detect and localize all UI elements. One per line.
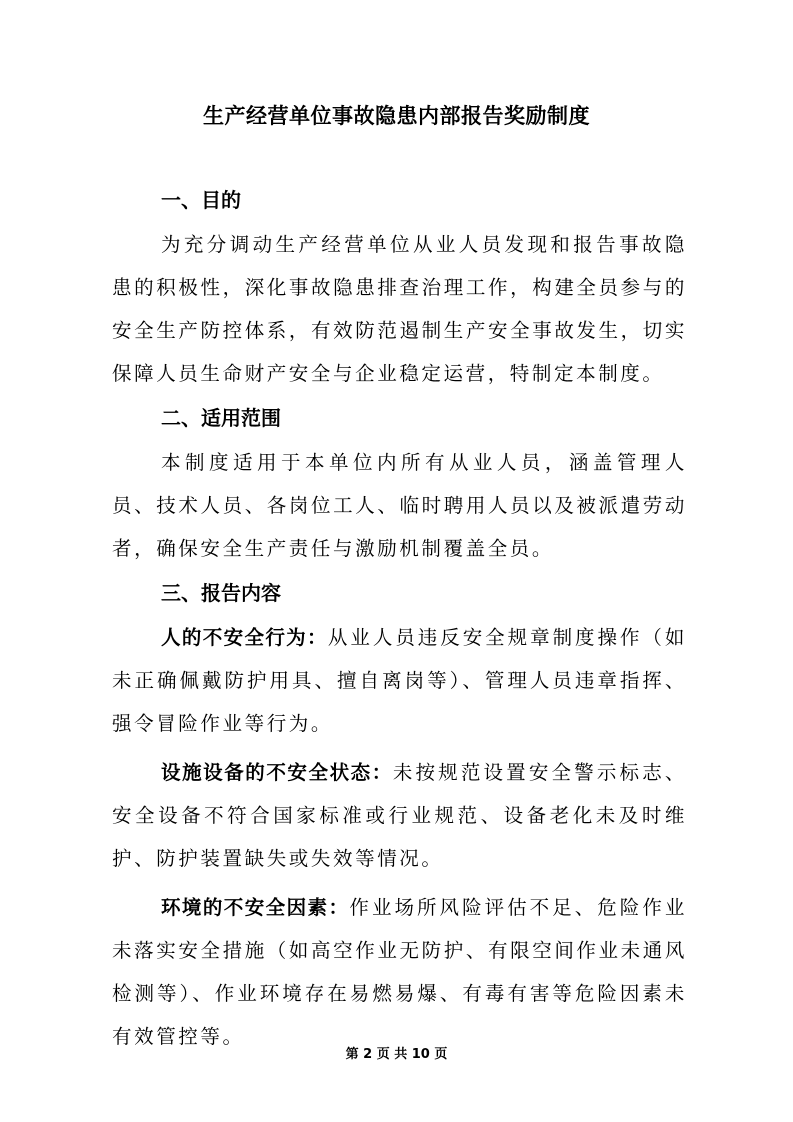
paragraph-text: 从业人员违反安全规章制度操作（如未正确佩戴防护用具、擅自离岗等）、管理人员违章指挥、强令冒险作业等行为。 [112, 626, 687, 735]
paragraph-lead: 人的不安全行为： [161, 626, 328, 649]
section-heading: 一、目的 [161, 188, 241, 212]
section-paragraph [112, 441, 687, 570]
paragraph-text: 未按规范设置安全警示标志、安全设备不符合国家标准或行业规范、设备老化未及时维护、防护装置缺失或失效等情况。 [112, 761, 687, 870]
paragraph-text: 作业场所风险评估不足、危险作业未落实安全措施（如高空作业无防护、有限空间作业未通风检测等）、作业环境存在易燃易爆、有毒有害等危险因素未有效管控等。 [112, 896, 687, 1048]
paragraph-text: 本制度适用于本单位内所有从业人员，涵盖管理人员、技术人员、各岗位工人、临时聘用人员以及被派遣劳动者，确保安全生产责任与激励机制覆盖全员。 [112, 451, 687, 560]
section-paragraph [112, 223, 687, 395]
section-report-content [112, 576, 687, 1058]
paragraph-text: 为充分调动生产经营单位从业人员发现和报告事故隐患的积极性，深化事故隐患排查治理工作，构建全员参与的安全生产防控体系，有效防范遏制生产安全事故发生，切实保障人员生命财产安全与企业稳定运营，特制定本制度。 [112, 233, 687, 385]
section-heading: 二、适用范围 [161, 406, 281, 430]
section-purpose [112, 183, 687, 395]
section-paragraph [112, 751, 687, 880]
section-paragraph [112, 886, 687, 1058]
paragraph-lead: 设施设备的不安全状态： [161, 761, 393, 784]
page-number: 第 2 页 共 10 页 [345, 1047, 448, 1062]
document-body [112, 183, 687, 1064]
document-title: 生产经营单位事故隐患内部报告奖励制度 [203, 104, 590, 128]
section-scope [112, 401, 687, 570]
section-paragraph [112, 616, 687, 745]
section-heading: 三、报告内容 [161, 581, 281, 605]
paragraph-lead: 环境的不安全因素： [161, 896, 350, 919]
